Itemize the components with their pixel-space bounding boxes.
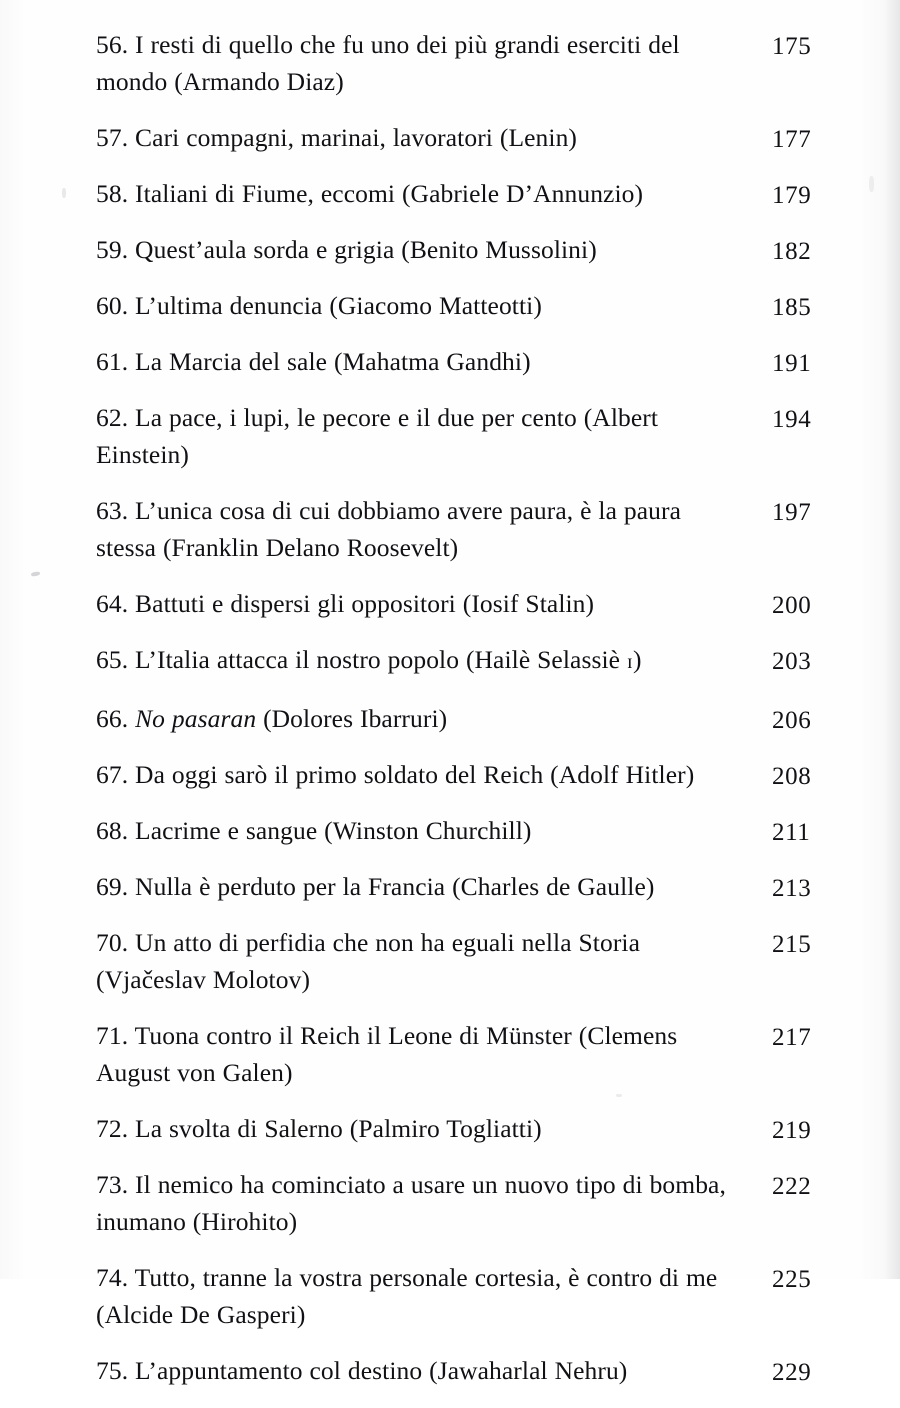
toc-entry-title: 70. Un atto di perfidia che non ha eguali nella Storia (Vjačeslav Molotov) bbox=[96, 928, 641, 994]
toc-entry bbox=[96, 868, 812, 905]
toc-entry-page-number: 200 bbox=[772, 592, 812, 619]
toc-entry bbox=[96, 399, 812, 473]
toc-entry-title: 68. Lacrime e sangue (Winston Churchill) bbox=[96, 816, 532, 845]
toc-entry-title: 64. Battuti e dispersi gli oppositori (Iosif Stalin) bbox=[96, 589, 595, 618]
toc-entry-page-number: 215 bbox=[772, 931, 812, 958]
toc-entry-title-close: ) bbox=[633, 645, 642, 674]
toc-entry bbox=[96, 492, 812, 566]
toc-entry bbox=[96, 756, 812, 793]
toc-entry-title-italic: No pasaran bbox=[135, 704, 257, 733]
toc-entry-title: 67. Da oggi sarò il primo soldato del Reich (Adolf Hitler) bbox=[96, 760, 695, 789]
toc-entry bbox=[96, 175, 812, 212]
toc-entry bbox=[96, 343, 812, 380]
toc-entry-page-number: 179 bbox=[772, 182, 812, 209]
toc-entry bbox=[96, 924, 812, 998]
toc-entry bbox=[96, 812, 811, 849]
toc-entry-title: 61. La Marcia del sale (Mahatma Gandhi) bbox=[96, 347, 531, 376]
toc-entry-page-number: 217 bbox=[772, 1024, 812, 1051]
toc-entry-page-number: 185 bbox=[772, 294, 812, 321]
toc-entry-page-number: 177 bbox=[772, 126, 812, 153]
toc-entry bbox=[96, 287, 812, 324]
toc-entry bbox=[96, 641, 812, 681]
toc-entry-title: 62. La pace, i lupi, le pecore e il due per cento (Albert Einstein) bbox=[96, 403, 659, 469]
toc-entry-page-number: 191 bbox=[772, 350, 812, 377]
toc-entry-page-number: 175 bbox=[772, 33, 812, 60]
toc-entry-page-number: 211 bbox=[772, 819, 811, 846]
toc-entry bbox=[96, 1352, 812, 1389]
toc-entry bbox=[96, 1017, 812, 1091]
toc-entry-title bbox=[96, 641, 744, 681]
roman-numeral-one: ɪ bbox=[626, 651, 633, 673]
toc-entry-page-number: 208 bbox=[772, 763, 812, 790]
toc-entry-title: 59. Quest’aula sorda e grigia (Benito Mussolini) bbox=[96, 235, 597, 264]
toc-entry bbox=[96, 585, 812, 622]
toc-entry-title: 71. Tuona contro il Reich il Leone di Münster (Clemens August von Galen) bbox=[96, 1021, 678, 1087]
toc-entry-page-number: 197 bbox=[772, 499, 812, 526]
toc-entry bbox=[96, 1166, 812, 1240]
toc-entry-page-number: 229 bbox=[772, 1359, 812, 1386]
toc-entry-title: 60. L’ultima denuncia (Giacomo Matteotti) bbox=[96, 291, 542, 320]
toc-entry-number: 66. bbox=[96, 704, 136, 733]
toc-entry-page-number: 225 bbox=[772, 1266, 812, 1293]
toc-entry-page-number: 213 bbox=[772, 875, 812, 902]
toc-entry bbox=[96, 700, 812, 737]
toc-entry-title: 73. Il nemico ha cominciato a usare un nuovo tipo di bomba, inumano (Hirohito) bbox=[96, 1170, 726, 1236]
toc-entry-title: 63. L’unica cosa di cui dobbiamo avere paura, è la paura stessa (Franklin Delano Roosevelt) bbox=[96, 496, 682, 562]
toc-entry bbox=[96, 1110, 812, 1147]
toc-entry-title: 57. Cari compagni, marinai, lavoratori (Lenin) bbox=[96, 123, 578, 152]
toc-entry-page-number: 219 bbox=[772, 1117, 812, 1144]
toc-entry-title: 75. L’appuntamento col destino (Jawaharlal Nehru) bbox=[96, 1356, 628, 1385]
toc-entry-title: 58. Italiani di Fiume, eccomi (Gabriele D’Annunzio) bbox=[96, 179, 644, 208]
toc-entry-title bbox=[96, 700, 744, 737]
toc-entry-title: 72. La svolta di Salerno (Palmiro Togliatti) bbox=[96, 1114, 542, 1143]
scan-speck bbox=[31, 571, 41, 577]
toc-entry-title: 69. Nulla è perduto per la Francia (Charles de Gaulle) bbox=[96, 872, 655, 901]
toc-entry bbox=[96, 231, 812, 268]
toc-entry bbox=[96, 119, 812, 156]
toc-entry-title-author: (Dolores Ibarruri) bbox=[256, 704, 448, 733]
toc-entry-page-number: 222 bbox=[772, 1173, 812, 1200]
toc-entry bbox=[96, 26, 812, 100]
toc-entry bbox=[96, 1259, 812, 1333]
table-of-contents-list bbox=[96, 26, 812, 1408]
toc-entry-page-number: 194 bbox=[772, 406, 812, 433]
toc-entry-title: 56. I resti di quello che fu uno dei più grandi eserciti del mondo (Armando Diaz) bbox=[96, 30, 680, 96]
toc-entry-title-main: 65. L’Italia attacca il nostro popolo (Hailè Selassiè bbox=[96, 645, 627, 674]
scan-speck bbox=[869, 176, 874, 192]
toc-entry-page-number: 206 bbox=[772, 707, 812, 734]
toc-entry-title: 74. Tutto, tranne la vostra personale cortesia, è contro di me (Alcide De Gasperi) bbox=[96, 1263, 718, 1329]
toc-entry-page-number: 203 bbox=[772, 648, 812, 675]
scan-speck bbox=[62, 188, 66, 198]
toc-entry-page-number: 182 bbox=[772, 238, 812, 265]
